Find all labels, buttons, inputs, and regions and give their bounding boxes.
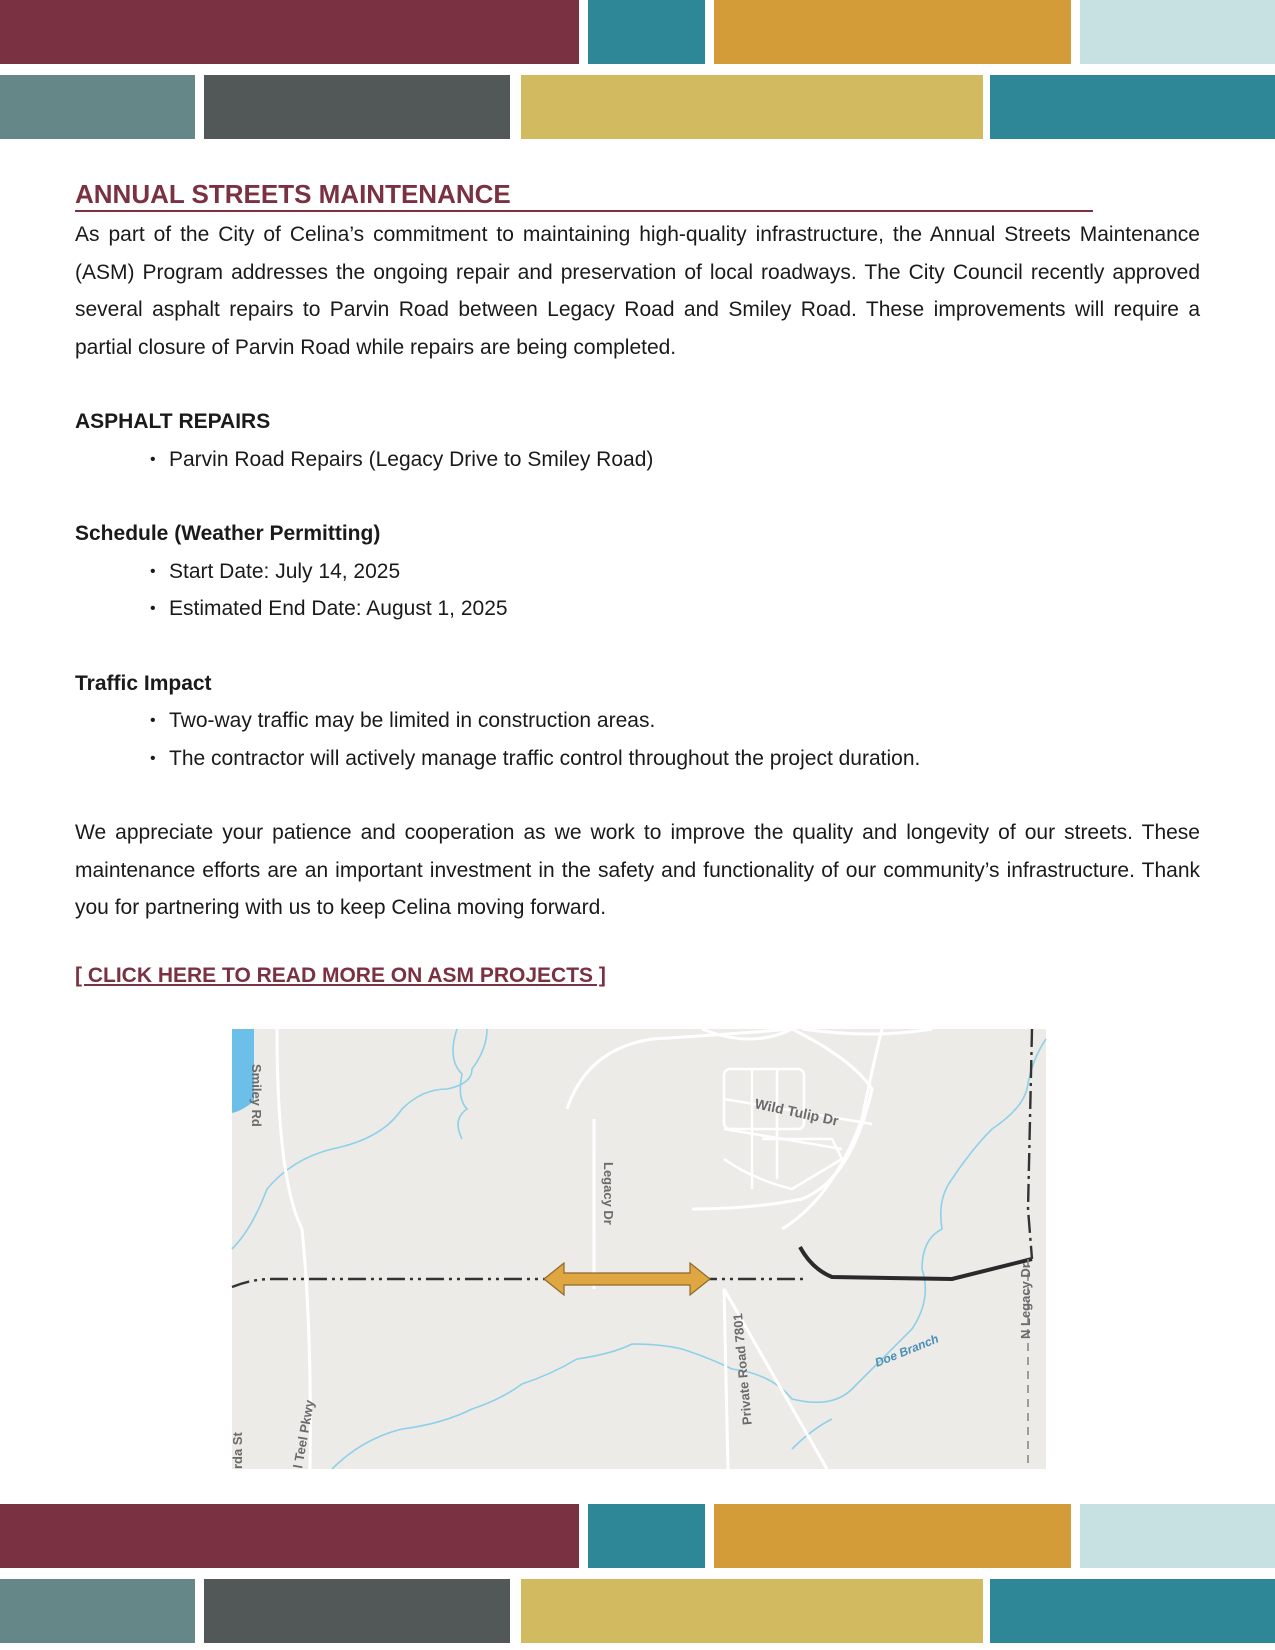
map-label-smiley: Smiley Rd — [249, 1064, 264, 1127]
footer-color-band-top — [0, 1504, 1275, 1568]
list-item: • Parvin Road Repairs (Legacy Drive to Smiley Road) — [150, 447, 654, 471]
list-item: • The contractor will actively manage traffic control throughout the project duration. — [150, 746, 921, 770]
schedule-list — [75, 553, 1200, 628]
map-label-private-road: Private Road 7801 — [730, 1312, 755, 1426]
read-more-link[interactable]: [ CLICK HERE TO READ MORE ON ASM PROJECTS ] — [75, 963, 606, 987]
page-title: ANNUAL STREETS MAINTENANCE — [75, 178, 1093, 212]
closing-paragraph: We appreciate your patience and cooperation as we work to improve the quality and longevity of our streets. These maintenance efforts are an important investment in the safety and functionality of our community’s infrastructure. Thank you for partnering with us to keep Celina moving forward. — [75, 821, 1200, 919]
asphalt-heading: ASPHALT REPAIRS — [75, 410, 271, 433]
asphalt-list — [75, 441, 1200, 479]
article — [75, 178, 1200, 988]
map-label-rda: rda St — [230, 1432, 245, 1469]
intro-paragraph: As part of the City of Celina’s commitment to maintaining high-quality infrastructure, the Annual Streets Maintenance (ASM) Program addresses the ongoing repair and preservation of local roadways. The City Council recently approved several asphalt repairs to Parvin Road between Legacy Road and Smiley Road. These improvements will require a partial closure of Parvin Road while repairs are being completed. — [75, 223, 1200, 359]
map-label-n-legacy: N Legacy Dr — [1018, 1263, 1033, 1339]
list-item: • Two-way traffic may be limited in construction areas. — [150, 709, 656, 732]
list-item: • Start Date: July 14, 2025 — [150, 559, 401, 583]
header-color-band-bottom — [0, 75, 1275, 139]
map-label-legacy: Legacy Dr — [601, 1162, 616, 1225]
header-color-band-top — [0, 0, 1275, 64]
traffic-heading: Traffic Impact — [75, 671, 212, 695]
traffic-list — [75, 702, 1200, 777]
map-label-teel: l Teel Pkwy — [290, 1398, 317, 1470]
schedule-heading: Schedule (Weather Permitting) — [75, 522, 381, 545]
map-label-wild-tulip: Wild Tulip Dr — [753, 1095, 840, 1129]
project-map — [232, 1029, 1046, 1469]
footer-color-band-bottom — [0, 1579, 1275, 1643]
map-label-doe-branch: Doe Branch — [872, 1331, 941, 1370]
list-item: • Estimated End Date: August 1, 2025 — [150, 597, 508, 620]
